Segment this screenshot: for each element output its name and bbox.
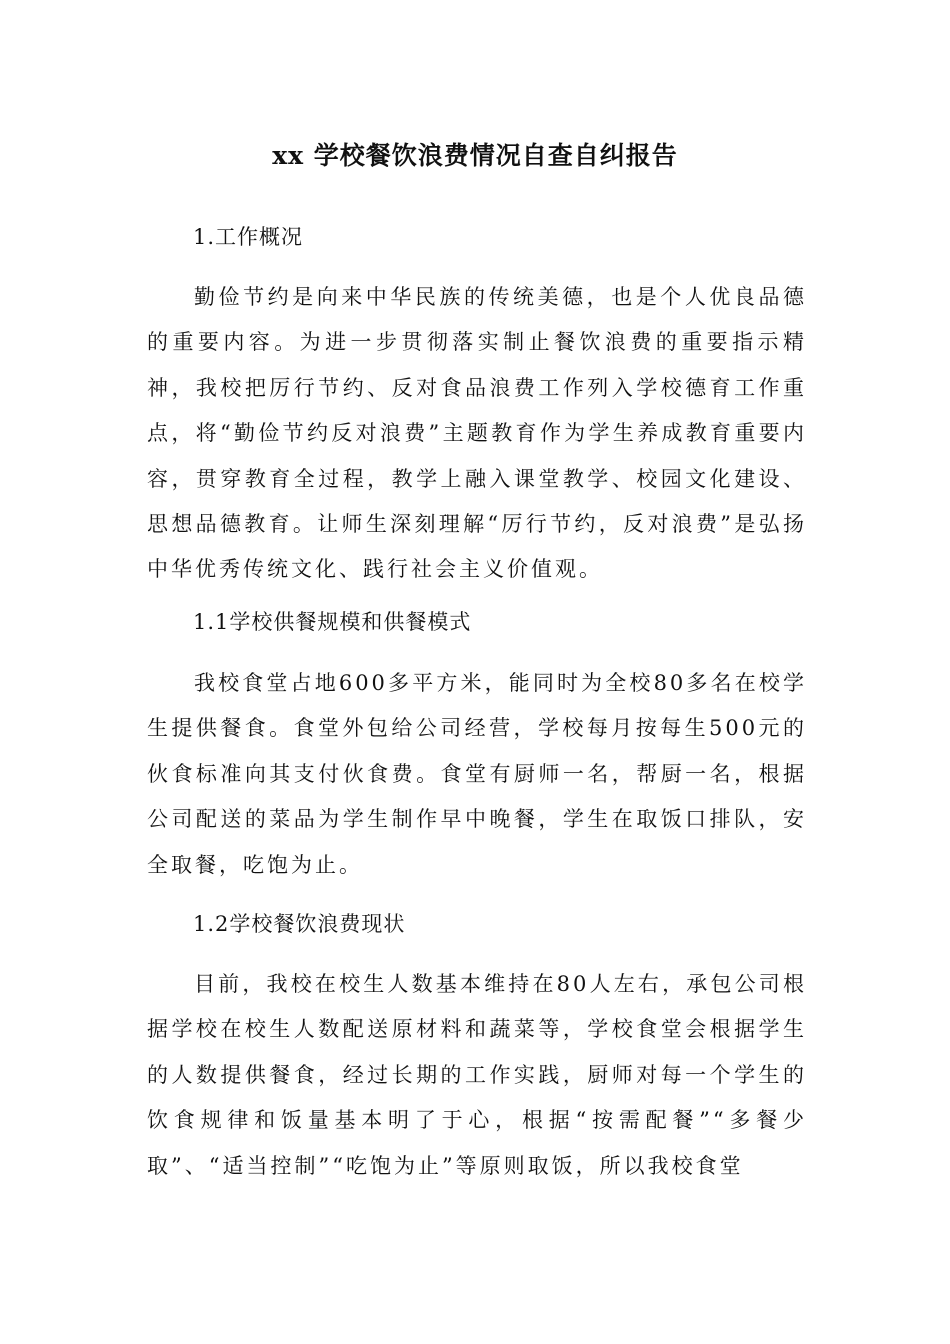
section-heading-waste-status: 1.2学校餐饮浪费现状: [193, 912, 406, 936]
document-title: xx 学校餐饮浪费情况自查自纠报告: [272, 141, 678, 170]
section-heading-catering-scale: 1.1学校供餐规模和供餐模式: [193, 610, 472, 634]
section-heading-work-overview: 1.工作概况: [193, 225, 304, 249]
paragraph-waste-status: 目前，我校在校生人数基本维持在80人左右，承包公司根据学校在校生人数配送原材料和蔬菜等，学校食堂会根据学生的人数提供餐食，经过长期的工作实践，厨师对每一个学生的饮食规律和饭量基本明了于心，根据“按需配餐”“多餐少取”、“适当控制”“吃饱为止”等原则取饭，所以我校食堂: [147, 972, 807, 1178]
paragraph-work-overview: 勤俭节约是向来中华民族的传统美德，也是个人优良品德的重要内容。为进一步贯彻落实制止餐饮浪费的重要指示精神，我校把厉行节约、反对食品浪费工作列入学校德育工作重点，将“勤俭节约反对浪费”主题教育作为学生养成教育重要内容，贯穿教育全过程，教学上融入课堂教学、校园文化建设、思想品德教育。让师生深刻理解“厉行节约，反对浪费”是弘扬中华优秀传统文化、践行社会主义价值观。: [147, 285, 807, 582]
paragraph-catering-scale: 我校食堂占地600多平方米，能同时为全校80多名在校学生提供餐食。食堂外包给公司经营，学校每月按每生500元的伙食标准向其支付伙食费。食堂有厨师一名，帮厨一名，根据公司配送的菜品为学生制作早中晚餐，学生在取饭口排队，安全取餐，吃饱为止。: [147, 671, 807, 877]
